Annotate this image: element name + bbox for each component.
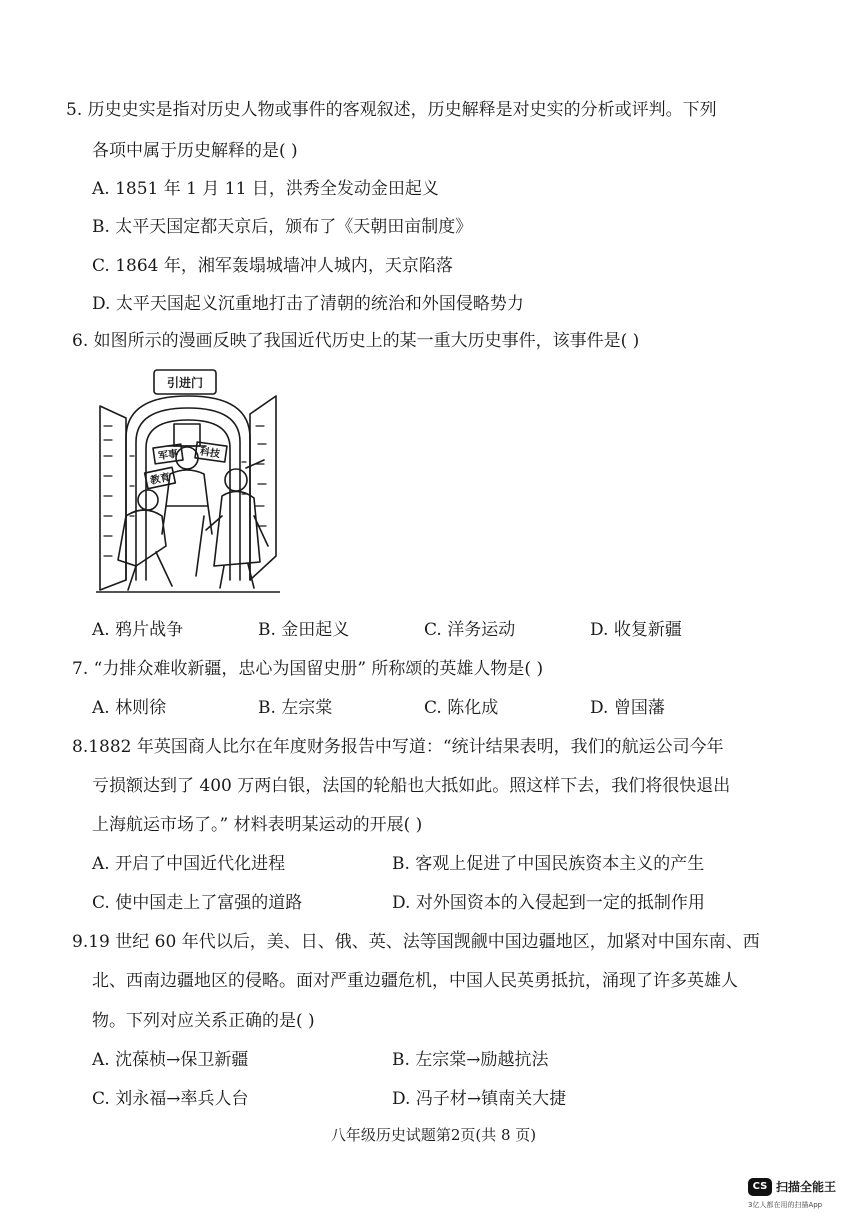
cartoon-label-military: 军事	[157, 448, 179, 463]
scanner-app-name: 扫描全能王	[776, 1180, 837, 1194]
q5-option-a: A. 1851 年 1 月 11 日，洪秀全发动金田起义	[92, 179, 439, 199]
cartoon-sign-text: 引进门	[166, 376, 204, 390]
cartoon-label-tech: 科技	[199, 446, 221, 461]
q8-option-c: C. 使中国走上了富强的道路	[92, 893, 303, 913]
q9-option-b: B. 左宗棠→励越抗法	[392, 1050, 549, 1070]
q6-option-a: A. 鸦片战争	[92, 620, 184, 640]
scanner-tagline: 3亿人都在用的扫描App	[748, 1201, 823, 1209]
q7-option-b: B. 左宗棠	[258, 698, 333, 718]
q5-option-b: B. 太平天国定都天京后，颁布了《天朝田亩制度》	[92, 217, 473, 237]
q8-option-d: D. 对外国资本的入侵起到一定的抵制作用	[392, 893, 705, 913]
q9-option-d: D. 冯子材→镇南关大捷	[392, 1089, 567, 1109]
scanner-watermark	[748, 1178, 858, 1222]
q8-stem-line2: 亏损额达到了 400 万两白银，法国的轮船也大抵如此。照这样下去，我们将很快退出	[92, 776, 731, 796]
q5-option-c: C. 1864 年，湘军轰塌城墙冲人城内，天京陷落	[92, 256, 453, 276]
q9-stem-line2: 北、西南边疆地区的侵略。面对严重边疆危机，中国人民英勇抵抗，涌现了许多英雄人	[92, 971, 738, 991]
q6-option-c: C. 洋务运动	[424, 620, 516, 640]
q8-option-a: A. 开启了中国近代化进程	[92, 854, 286, 874]
q9-option-a: A. 沈葆桢→保卫新疆	[92, 1050, 249, 1070]
q6-option-b: B. 金田起义	[258, 620, 350, 640]
q8-option-b: B. 客观上促进了中国民族资本主义的产生	[392, 854, 705, 874]
q7-option-a: A. 林则徐	[92, 698, 167, 718]
q7-option-c: C. 陈化成	[424, 698, 499, 718]
cartoon-label-edu: 教育	[149, 472, 172, 487]
q9-stem-line3: 物。下列对应关系正确的是( )	[92, 1011, 315, 1031]
q6-stem-line1: 6. 如图所示的漫画反映了我国近代历史上的某一重大历史事件，该事件是( )	[72, 331, 640, 351]
q7-option-d: D. 曾国藩	[590, 698, 665, 718]
q5-stem-line1: 5. 历史史实是指对历史人物或事件的客观叙述，历史解释是对史实的分析或评判。下列	[66, 100, 717, 120]
q8-stem-line3: 上海航运市场了。” 材料表明某运动的开展( )	[92, 815, 423, 835]
page-footer: 八年级历史试题第2页(共 8 页)	[330, 1126, 537, 1144]
q8-stem-line1: 8.1882 年英国商人比尔在年度财务报告中写道：“统计结果表明，我们的航运公司今年	[72, 737, 724, 757]
cartoon-illustration	[96, 366, 280, 598]
q9-option-c: C. 刘永福→率兵人台	[92, 1089, 249, 1109]
q9-stem-line1: 9.19 世纪 60 年代以后，美、日、俄、英、法等国觊觎中国边疆地区，加紧对中国东南、西	[72, 932, 760, 952]
q5-option-d: D. 太平天国起义沉重地打击了清朝的统治和外国侵略势力	[92, 294, 524, 314]
q7-stem-line1: 7. “力排众难收新疆，忠心为国留史册” 所称颂的英雄人物是( )	[72, 659, 544, 679]
q5-stem-line2: 各项中属于历史解释的是( )	[92, 141, 298, 161]
scanner-logo-icon: CS	[748, 1178, 772, 1196]
q6-option-d: D. 收复新疆	[590, 620, 682, 640]
